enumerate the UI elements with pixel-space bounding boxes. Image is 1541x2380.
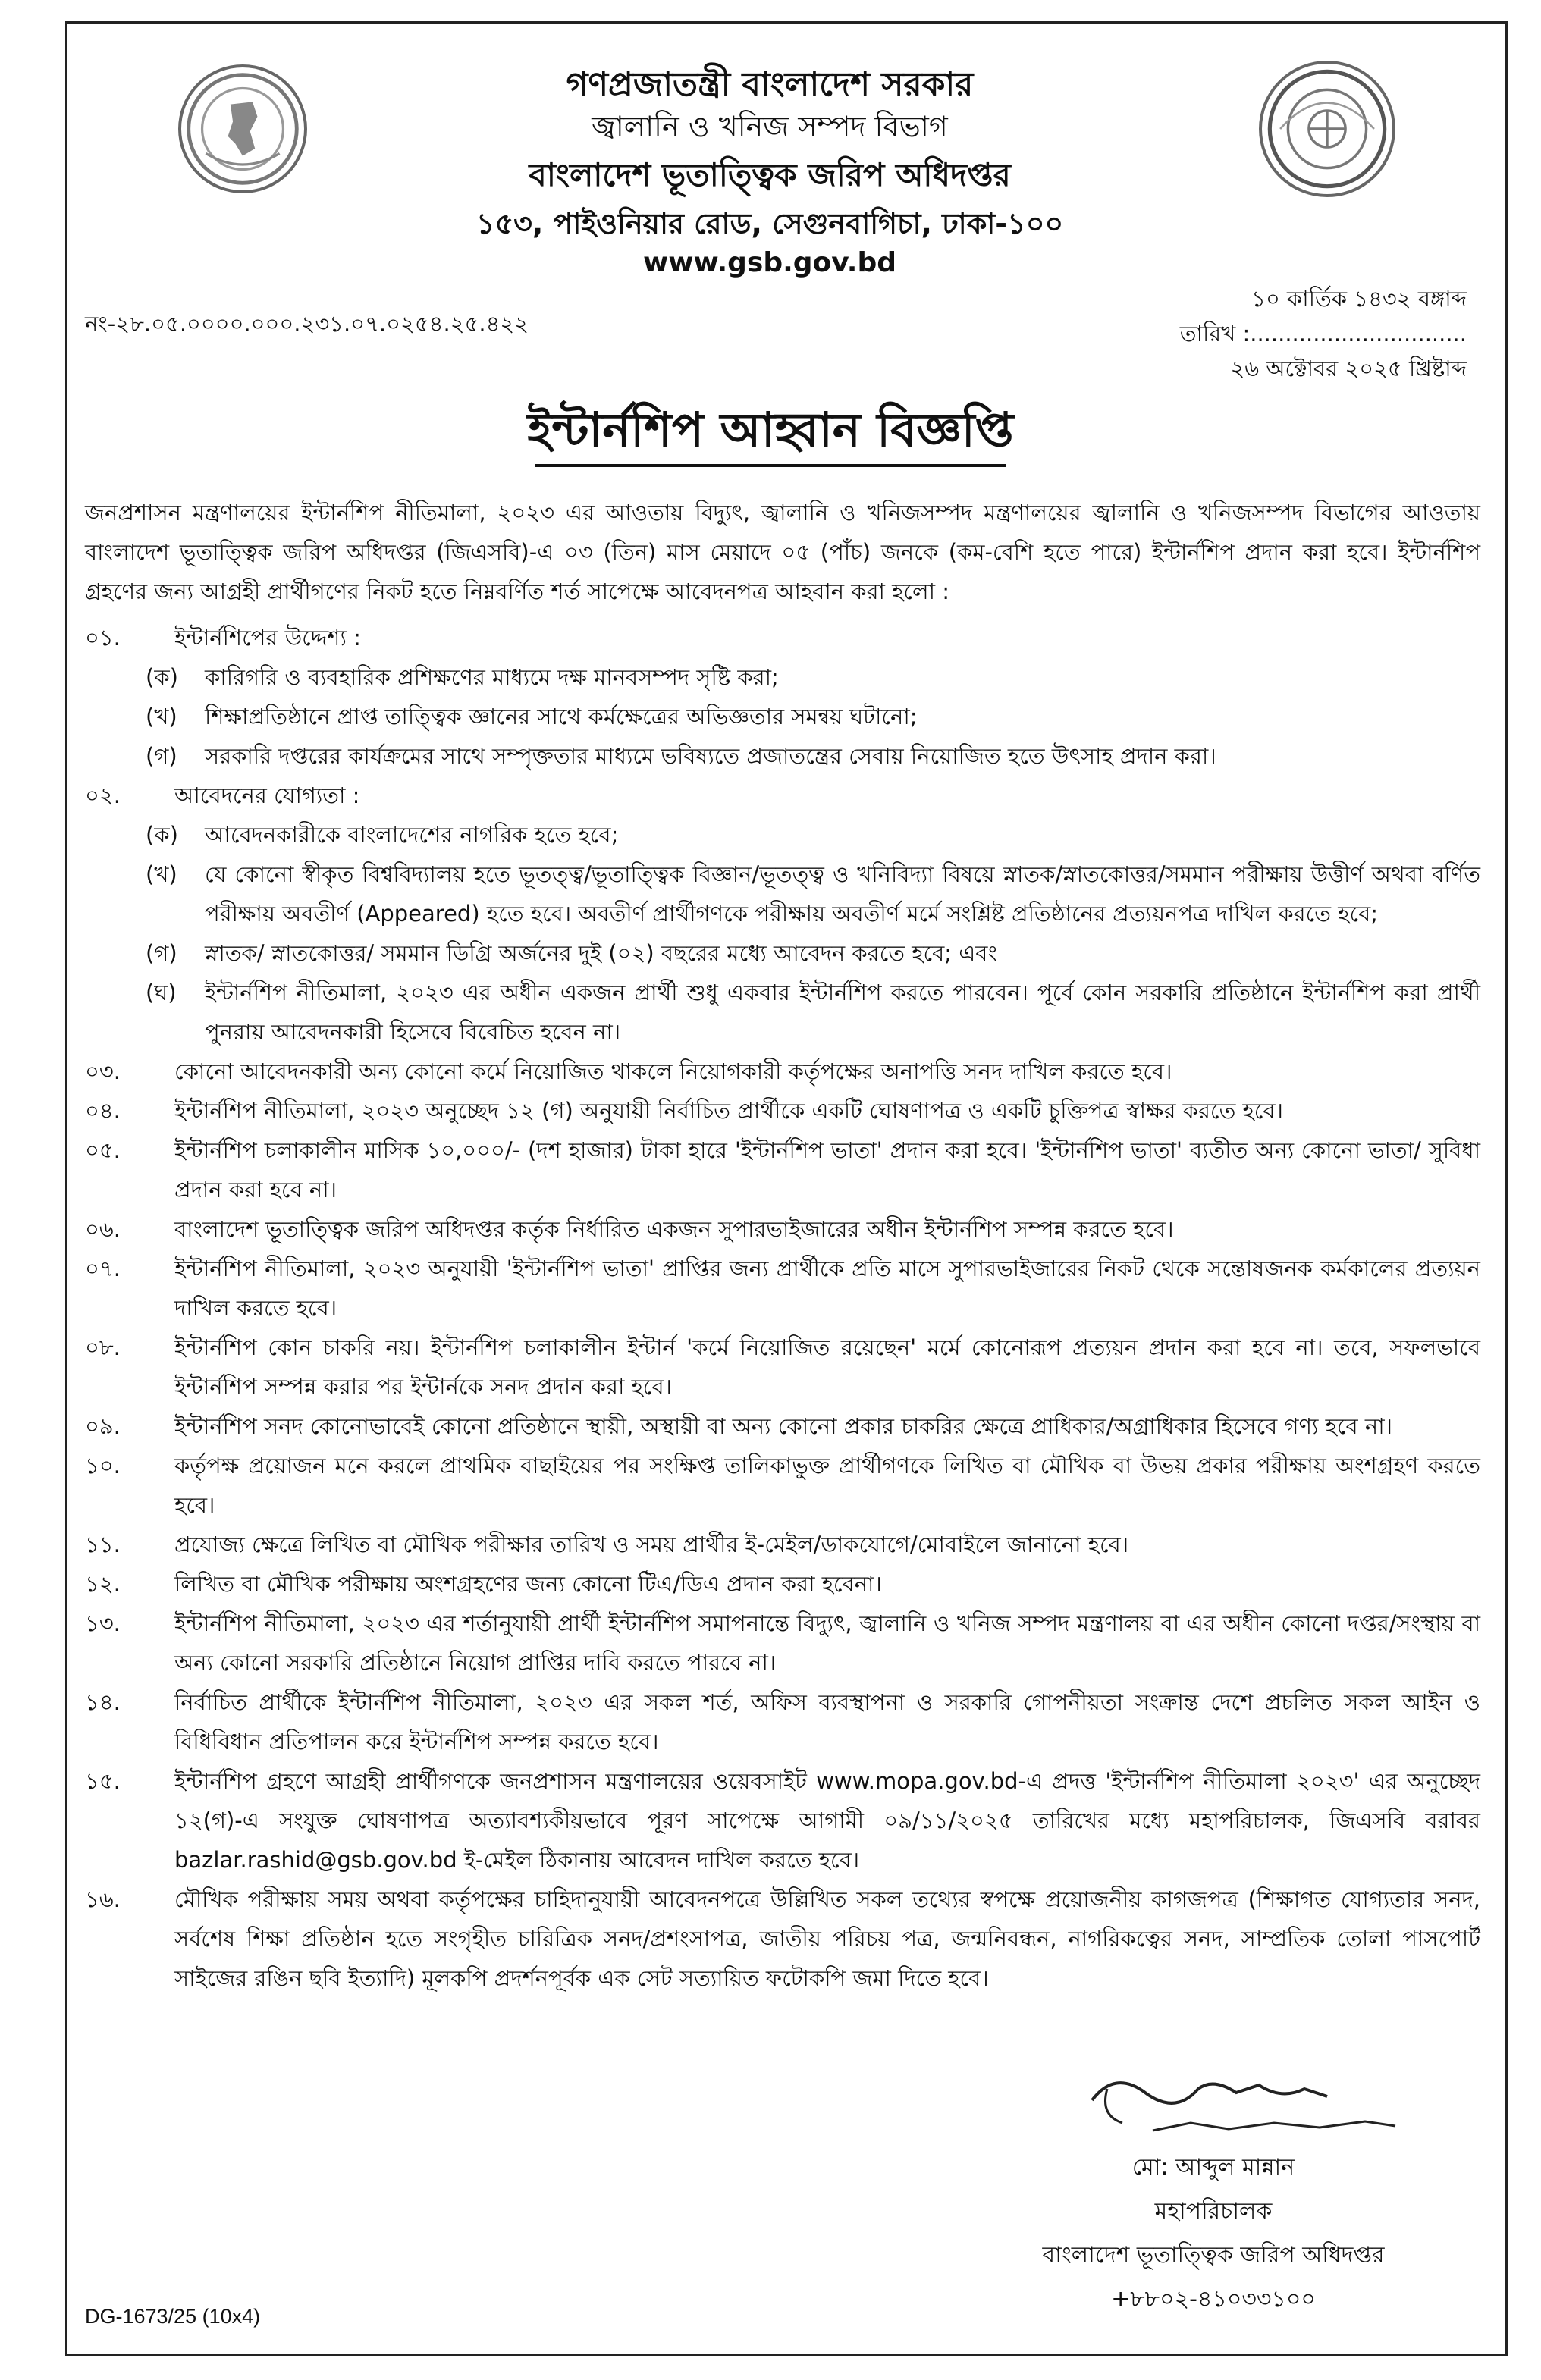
signatory-phone: +৮৮০২-৪১০৩৩১০০ (1111, 2286, 1316, 2313)
condition-item (85, 776, 1480, 815)
notice-title: ইন্টার্নশিপ আহ্বান বিজ্ঞপ্তি (527, 402, 1014, 457)
signatory-designation: মহাপরিচালক (1154, 2198, 1273, 2225)
sub-item-text: সরকারি দপ্তরের কার্যক্রমের সাথে সম্পৃক্ততার মাধ্যমে ভবিষ্যতে প্রজাতন্ত্রের সেবায় নিয়োজিত হতে উৎসাহ প্রদান করা। (205, 743, 1216, 769)
handwritten-signature (1062, 2047, 1441, 2161)
title-underline (535, 464, 1006, 467)
sub-item (85, 933, 1480, 973)
condition-item (85, 1564, 1480, 1604)
sub-item (85, 854, 1480, 933)
item-text: মৌখিক পরীক্ষায় সময় অথবা কর্তৃপক্ষের চাহিদানুযায়ী আবেদনপত্রে উল্লিখিত সকল তথ্যের স্বপক্ষে প্রয়োজনীয় কাগজপত্র (শিক্ষাগত যোগ্যতার সনদ, সর্বশেষ শিক্ষা প্রতিষ্ঠান হতে সংগৃহীত চারিত্রিক সনদ/প্রশংসাপত্র, জাতীয় পরিচয় পত্র, জন্মনিবন্ধন, নাগরিকত্বের সনদ, সাম্প্রতিক তোলা পাসপোর্ট সাইজের রঙিন ছবি ইত্যাদি) মূলকপি প্রদর্শনপূর্বক এক সেট সত্যায়িত ফটোকপি জমা দিতে হবে। (174, 1886, 1481, 1991)
intro-paragraph: জনপ্রশাসন মন্ত্রণালয়ের ইন্টার্নশিপ নীতিমালা, ২০২৩ এর আওতায় বিদ্যুৎ, জ্বালানি ও খনিজসম্পদ মন্ত্রণালয়ের জ্বালানি ও খনিজসম্পদ বিভাগের আওতায় বাংলাদেশ ভূতাত্ত্বিক জরিপ অধিদপ্তর (জিএসবি)-এ ০৩ (তিন) মাস মেয়াদে ০৫ (পাঁচ) জনকে (কম-বেশি হতে পারে) ইন্টার্নশিপ প্রদান করা হবে। ইন্টার্নশিপ গ্রহণের জন্য আগ্রহী প্রার্থীগণের নিকট হতে নিম্নবর্ণিত শর্ত সাপেক্ষে আবেদনপত্র আহবান করা হলো : (85, 500, 1480, 604)
sub-item-text: স্নাতক/ স্নাতকোত্তর/ সমমান ডিগ্রি অর্জনের দুই (০২) বছরের মধ্যে আবেদন করতে হবে; এবং (205, 940, 997, 966)
condition-item (85, 1880, 1480, 1998)
condition-item (85, 618, 1480, 657)
item-number: ০৯. (85, 1413, 121, 1439)
department-name: বাংলাদেশ ভূতাত্ত্বিক জরিপ অধিদপ্তর (529, 156, 1011, 193)
item-number: ১৩. (85, 1610, 121, 1636)
item-number: ১১. (85, 1532, 121, 1557)
sub-item-text: কারিগরি ও ব্যবহারিক প্রশিক্ষণের মাধ্যমে দক্ষ মানবসম্পদ সৃষ্টি করা; (205, 664, 779, 690)
item-number: ১২. (85, 1571, 121, 1597)
item-text: কর্তৃপক্ষ প্রয়োজন মনে করলে প্রাথমিক বাছাইয়ের পর সংক্ষিপ্ত তালিকাভুক্ত প্রার্থীগণকে লিখিত বা মৌখিক বা উভয় প্রকার পরীক্ষায় অংশগ্রহণ করতে হবে। (174, 1453, 1480, 1518)
item-number: ০৩. (85, 1058, 121, 1084)
sub-item (85, 973, 1480, 1052)
item-text: ইন্টার্নশিপ চলাকালীন মাসিক ১০,০০০/- (দশ হাজার) টাকা হারে 'ইন্টার্নশিপ ভাতা' প্রদান করা হবে। 'ইন্টার্নশিপ ভাতা' ব্যতীত অন্য কোনো ভাতা/ সুবিধা প্রদান করা হবে না। (174, 1137, 1480, 1203)
item-text: বাংলাদেশ ভূতাত্ত্বিক জরিপ অধিদপ্তর কর্তৃক নির্ধারিত একজন সুপারভাইজারের অধীন ইন্টার্নশিপ সম্পন্ন করতে হবে। (174, 1216, 1174, 1242)
office-address: ১৫৩, পাইওনিয়ার রোড, সেগুনবাগিচা, ঢাকা-১০০ (475, 207, 1064, 240)
memo-number: নং-২৮.০৫.০০০০.০০০.২৩১.০৭.০২৫৪.২৫.৪২২ (85, 311, 529, 337)
condition-item (85, 1525, 1480, 1564)
government-name: গণপ্রজাতন্ত্রী বাংলাদেশ সরকার (566, 65, 974, 104)
item-number: ০৪. (85, 1098, 121, 1124)
sub-item-label: (গ) (146, 940, 177, 966)
condition-item (85, 1328, 1480, 1406)
signatory-office: বাংলাদেশ ভূতাত্ত্বিক জরিপ অধিদপ্তর (1042, 2242, 1385, 2269)
condition-item (85, 1091, 1480, 1130)
condition-item (85, 1209, 1480, 1249)
date-bangla: ১০ কার্তিক ১৪৩২ বঙ্গাব্দ (1251, 286, 1467, 312)
item-text: ইন্টার্নশিপের উদ্দেশ্য : (174, 625, 361, 651)
item-number: ১৬. (85, 1886, 121, 1912)
conditions-list (85, 618, 1480, 1998)
item-number: ০২. (85, 782, 121, 808)
sub-item-text: যে কোনো স্বীকৃত বিশ্ববিদ্যালয় হতে ভূতত্ত্ব/ভূতাত্ত্বিক বিজ্ঞান/ভূতত্ত্ব ও খনিবিদ্যা বিষয়ে স্নাতক/স্নাতকোত্তর/সমমান পরীক্ষায় উত্তীর্ণ অথবা বর্ণিত পরীক্ষায় অবতীর্ণ (Appeared) হতে হবে। অবতীর্ণ প্রার্থীগণকে পরীক্ষায় অবতীর্ণ মর্মে সংশ্লিষ্ট প্রতিষ্ঠানের প্রত্যয়নপত্র দাখিল করতে হবে; (205, 861, 1480, 927)
date-label: তারিখ :............................... (1179, 321, 1467, 346)
item-number: ০৫. (85, 1137, 121, 1163)
sub-item-text: শিক্ষাপ্রতিষ্ঠানে প্রাপ্ত তাত্ত্বিক জ্ঞানের সাথে কর্মক্ষেত্রের অভিজ্ঞতার সমন্বয় ঘটানো; (205, 704, 918, 729)
item-number: ১৪. (85, 1689, 121, 1715)
item-number: ০৬. (85, 1216, 121, 1242)
sub-item (85, 736, 1480, 776)
division-name: জ্বালানি ও খনিজ সম্পদ বিভাগ (592, 110, 948, 143)
condition-item (85, 1249, 1480, 1328)
sub-item-text: আবেদনকারীকে বাংলাদেশের নাগরিক হতে হবে; (205, 822, 619, 848)
item-number: ১০. (85, 1453, 121, 1478)
footer-code: DG-1673/25 (10x4) (85, 2305, 261, 2328)
sub-item-label: (ঘ) (146, 980, 177, 1005)
item-number: ১৫. (85, 1768, 121, 1794)
sub-item-label: (ক) (146, 664, 178, 690)
item-text: নির্বাচিত প্রার্থীকে ইন্টার্নশিপ নীতিমালা, ২০২৩ এর সকল শর্ত, অফিস ব্যবস্থাপনা ও সরকারি গোপনীয়তা সংক্রান্ত দেশে প্রচলিত সকল আইন ও বিধিবিধান প্রতিপালন করে ইন্টার্নশিপ সম্পন্ন করতে হবে। (174, 1689, 1480, 1754)
sub-item-label: (ক) (146, 822, 178, 848)
sub-item-text: ইন্টার্নশিপ নীতিমালা, ২০২৩ এর অধীন একজন প্রার্থী শুধু একবার ইন্টার্নশিপ করতে পারবেন। পূর্বে কোন সরকারি প্রতিষ্ঠানে ইন্টার্নশিপ করা প্রার্থী পুনরায় আবেদনকারী হিসেবে বিবেচিত হবেন না। (205, 980, 1480, 1045)
condition-item (85, 1682, 1480, 1761)
item-text: কোনো আবেদনকারী অন্য কোনো কর্মে নিয়োজিত থাকলে নিয়োগকারী কর্তৃপক্ষের অনাপত্তি সনদ দাখিল করতে হবে। (174, 1058, 1172, 1084)
sub-item-label: (খ) (146, 704, 177, 729)
item-text: ইন্টার্নশিপ নীতিমালা, ২০২৩ এর শর্তানুযায়ী প্রার্থী ইন্টার্নশিপ সমাপনান্তে বিদ্যুৎ, জ্বালানি ও খনিজ সম্পদ মন্ত্রণালয় বা এর অধীন কোনো দপ্তর/সংস্থায় বা অন্য কোনো সরকারি প্রতিষ্ঠানে নিয়োগ প্রাপ্তির দাবি করতে পারবে না। (174, 1610, 1480, 1676)
signatory-block (804, 2146, 1541, 2322)
condition-item (85, 1446, 1480, 1525)
condition-item (85, 1406, 1480, 1446)
condition-item (85, 1604, 1480, 1682)
sub-item-label: (খ) (146, 861, 177, 887)
item-text: ইন্টার্নশিপ কোন চাকরি নয়। ইন্টার্নশিপ চলাকালীন ইন্টার্ন 'কর্মে নিয়োজিত রয়েছেন' মর্মে কোনোরূপ প্রত্যয়ন প্রদান করা হবে না। তবে, সফলভাবে ইন্টার্নশিপ সম্পন্ন করার পর ইন্টার্নকে সনদ প্রদান করা হবে। (174, 1334, 1480, 1400)
sub-item-label: (গ) (146, 743, 177, 769)
item-text: ইন্টার্নশিপ সনদ কোনোভাবেই কোনো প্রতিষ্ঠানে স্থায়ী, অস্থায়ী বা অন্য কোনো প্রকার চাকরির ক্ষেত্রে প্রাধিকার/অগ্রাধিকার হিসেবে গণ্য হবে না। (174, 1413, 1392, 1439)
date-english: ২৬ অক্টোবর ২০২৫ খ্রিষ্টাব্দ (1230, 356, 1467, 381)
item-text: প্রযোজ্য ক্ষেত্রে লিখিত বা মৌখিক পরীক্ষার তারিখ ও সময় প্রার্থীর ই-মেইল/ডাকযোগে/মোবাইলে জানানো হবে। (174, 1532, 1129, 1557)
item-number: ০৭. (85, 1256, 121, 1281)
website-link[interactable]: www.gsb.gov.bd (642, 247, 897, 278)
signatory-name: মো: আব্দুল মান্নান (1131, 2154, 1295, 2181)
item-text: ইন্টার্নশিপ নীতিমালা, ২০২৩ অনুচ্ছেদ ১২ (গ) অনুযায়ী নির্বাচিত প্রার্থীকে একটি ঘোষণাপত্র ও একটি চুক্তিপত্র স্বাক্ষর করতে হবে। (174, 1098, 1283, 1124)
sub-item (85, 657, 1480, 697)
sub-item (85, 697, 1480, 736)
item-text: ইন্টার্নশিপ নীতিমালা, ২০২৩ অনুযায়ী 'ইন্টার্নশিপ ভাতা' প্রাপ্তির জন্য প্রার্থীকে প্রতি মাসে সুপারভাইজারের নিকট থেকে সন্তোষজনক কর্মকালের প্রত্যয়ন দাখিল করতে হবে। (174, 1256, 1480, 1321)
item-text: ইন্টার্নশিপ গ্রহণে আগ্রহী প্রার্থীগণকে জনপ্রশাসন মন্ত্রণালয়ের ওয়েবসাইট www.mopa.gov.bd-এ প্রদত্ত 'ইন্টার্নশিপ নীতিমালা ২০২৩' এর অনুচ্ছেদ ১২(গ)-এ সংযুক্ত ঘোষণাপত্র অত্যাবশ্যকীয়ভাবে পূরণ সাপেক্ষে আগামী ০৯/১১/২০২৫ তারিখের মধ্যে মহাপরিচালক, জিএসবি বরাবর bazlar.rashid@gsb.gov.bd ই-মেইল ঠিকানায় আবেদন দাখিল করতে হবে। (174, 1768, 1480, 1873)
item-text: আবেদনের যোগ্যতা : (174, 782, 360, 808)
item-text: লিখিত বা মৌখিক পরীক্ষায় অংশগ্রহণের জন্য কোনো টিএ/ডিএ প্রদান করা হবেনা। (174, 1571, 882, 1597)
item-number: ০৮. (85, 1334, 121, 1360)
condition-item (85, 1761, 1480, 1880)
item-number: ০১. (85, 625, 121, 651)
condition-item (85, 1130, 1480, 1209)
sub-item (85, 815, 1480, 854)
condition-item (85, 1052, 1480, 1091)
